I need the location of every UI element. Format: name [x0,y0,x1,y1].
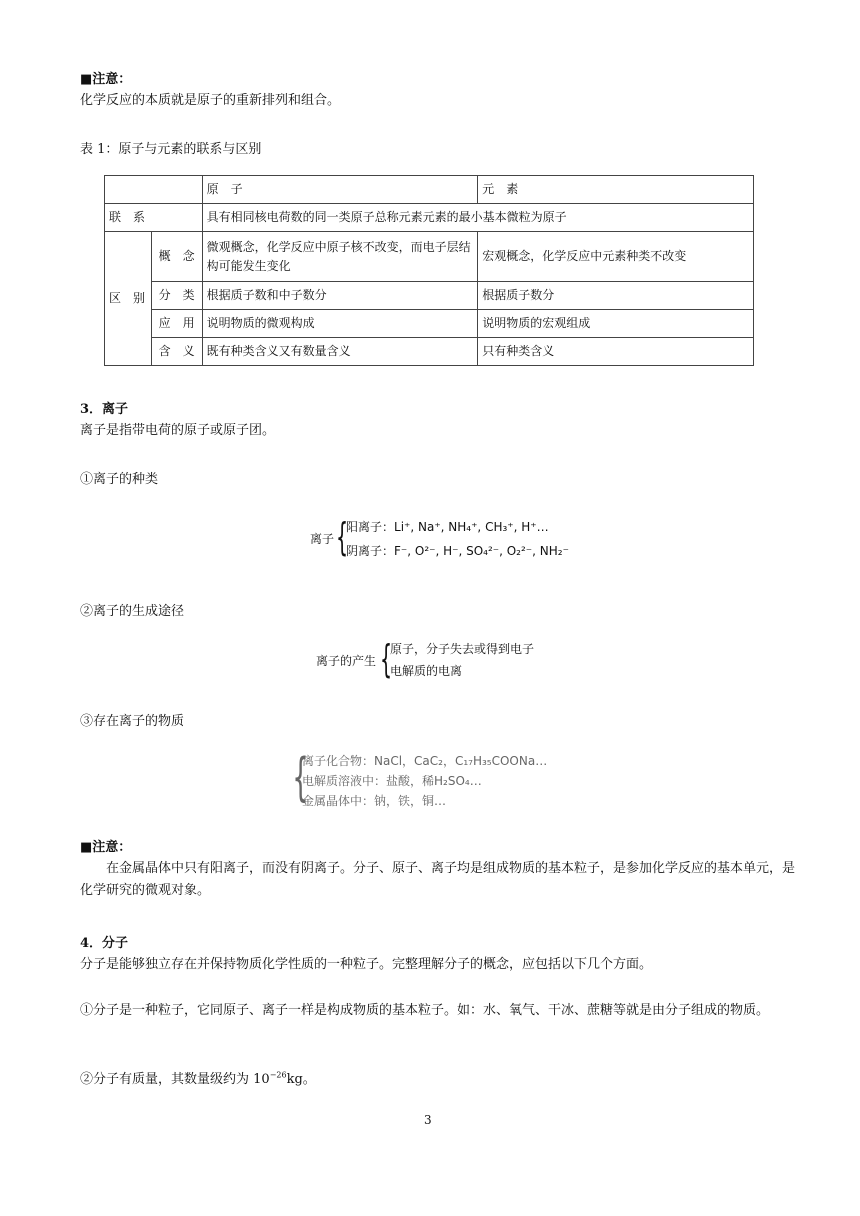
brace-icon: { [292,748,309,808]
atom-element-table [104,175,754,366]
note1-text: 化学反应的本质就是原子的重新排列和组合。 [80,93,341,108]
sec3-title: 3．离子 [80,402,129,417]
cation-list: Li⁺, Na⁺, NH₄⁺, CH₃⁺, H⁺… [394,520,549,534]
row-atom: 说明物质的微观构成 [202,310,478,338]
origin-label: 离子的产生 [316,654,377,668]
ion-types-diagram [310,514,570,564]
row-element: 根据质子数分 [478,282,754,310]
row-label: 分 类 [151,282,202,310]
lianxi-text: 具有相同核电荷数的同一类原子总称元素元素的最小基本微粒为原子 [202,204,753,232]
sec3-intro: 离子是指带电荷的原子或原子团。 [80,423,276,438]
origin-item: 电解质的电离 [390,664,463,678]
row-atom: 既有种类含义又有数量含义 [202,338,478,366]
ion-substances-diagram [292,748,562,812]
row-label: 含 义 [151,338,202,366]
sec4-item2 [80,1068,316,1087]
sec4-item2-text: ②分子有质量，其数量级约为 10 [80,1072,270,1087]
brace-icon: { [336,515,349,559]
sec4-item2-exponent: −26 [269,1070,287,1080]
sec4-intro: 分子是能够独立存在并保持物质化学性质的一种粒子。完整理解分子的概念，应包括以下几个方面。 [80,957,653,972]
row-element: 说明物质的宏观组成 [478,310,754,338]
brace-icon: { [380,637,393,681]
substance-item: 离子化合物：NaCl，CaC₂，C₁₇H₃₅COONa… [302,754,548,768]
row-element: 只有种类含义 [478,338,754,366]
ion-label: 离子 [310,532,335,546]
note1-heading: ■注意： [80,72,132,87]
note2-text: 在金属晶体中只有阳离子，而没有阴离子。分子、原子、离子均是组成物质的基本粒子，是参加化学反应的基本单元，是化学研究的微观对象。 [80,861,796,898]
substance-item: 金属晶体中：钠，铁，铜… [302,794,447,808]
substance-item: 电解质溶液中：盐酸，稀H₂SO₄… [302,774,482,788]
cation-label: 阳离子： [346,520,395,534]
table-caption: 表 1：原子与元素的联系与区别 [80,142,262,157]
page-number: 3 [424,1113,432,1127]
sec4-item2-unit: kg。 [286,1072,316,1087]
anion-list: F⁻, O²⁻, H⁻, SO₄²⁻, O₂²⁻, NH₂⁻ [394,544,569,558]
anion-label: 阴离子： [346,544,395,558]
table-header-element: 元 素 [478,176,754,204]
sec3-item2: ②离子的生成途径 [80,604,185,619]
table-header-empty [105,176,203,204]
ion-origin-diagram [316,637,556,682]
sec4-title: 4．分子 [80,936,129,951]
row-atom: 微观概念，化学反应中原子核不改变，而电子层结构可能发生变化 [202,232,478,282]
note2-heading: ■注意： [80,840,132,855]
sec4-item1: ①分子是一种粒子，它同原子、离子一样是构成物质的基本粒子。如：水、氧气、干冰、蔗糖等就是由分子组成的物质。 [80,1003,770,1018]
origin-item: 原子，分子失去或得到电子 [390,642,535,656]
lianxi-label: 联 系 [105,204,203,232]
row-label: 应 用 [151,310,202,338]
row-label: 概 念 [151,232,202,282]
sec3-item1: ①离子的种类 [80,472,159,487]
table-header-atom: 原 子 [202,176,478,204]
row-atom: 根据质子数和中子数分 [202,282,478,310]
row-element: 宏观概念，化学反应中元素种类不改变 [478,232,754,282]
sec3-item3: ③存在离子的物质 [80,714,185,729]
qubie-label: 区 别 [105,232,152,366]
